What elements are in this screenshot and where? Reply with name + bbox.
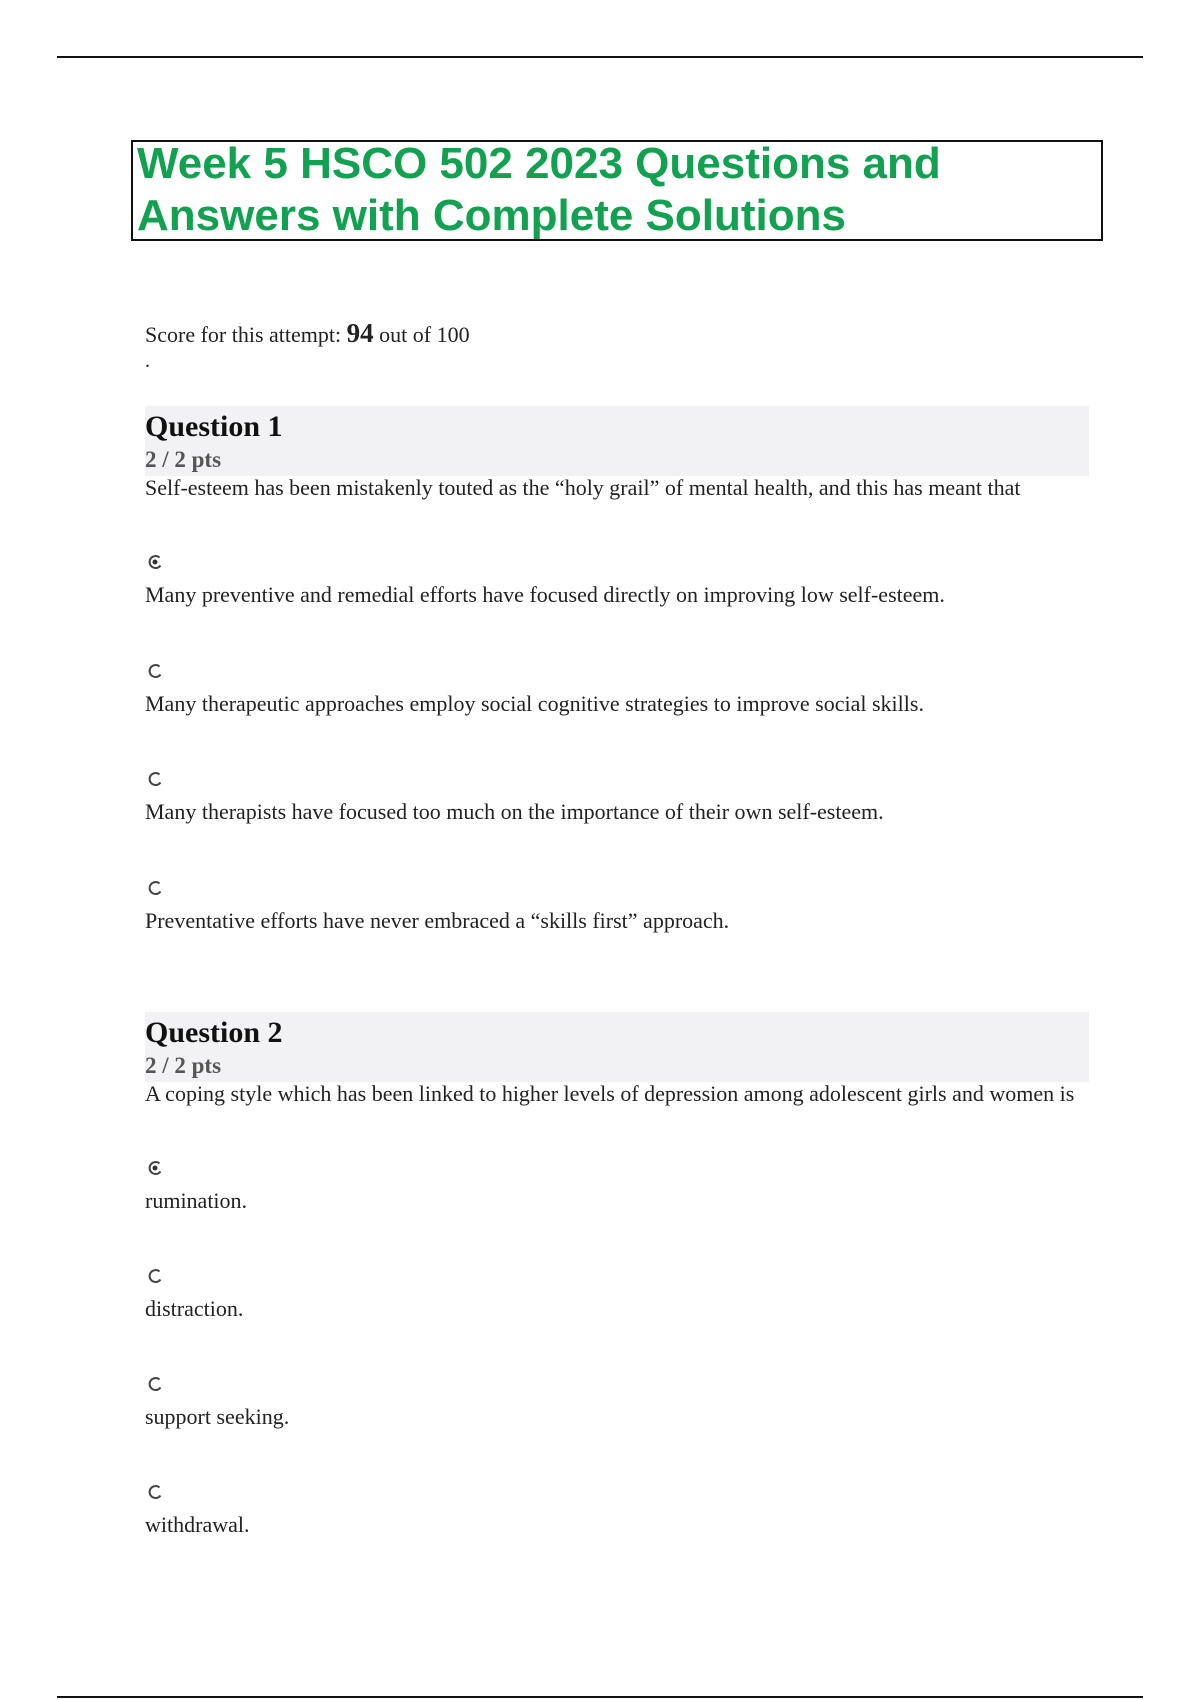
answer-text: Many preventive and remedial efforts have focused directly on improving low self-esteem. [145, 582, 945, 607]
radio-unselected-icon[interactable] [147, 880, 163, 896]
answer-text: Many therapeutic approaches employ social cognitive strategies to improve social skills. [145, 691, 924, 716]
question-header [145, 1012, 1089, 1082]
radio-selected-icon[interactable] [147, 554, 163, 570]
question-text: A coping style which has been linked to higher levels of depression among adolescent girls and women is [145, 1081, 1075, 1106]
radio-unselected-icon[interactable] [147, 663, 163, 679]
answer-text: Preventative efforts have never embraced a “skills first” approach. [145, 908, 730, 933]
radio-unselected-icon[interactable] [147, 1484, 163, 1500]
question-1 [145, 406, 1089, 933]
question-title: Question 1 [145, 410, 283, 443]
question-text: Self-esteem has been mistakenly touted as the “holy grail” of mental health, and this has meant that [145, 475, 1021, 500]
score-dot: . [145, 350, 150, 372]
question-title: Question 2 [145, 1016, 283, 1049]
radio-unselected-icon[interactable] [147, 1268, 163, 1284]
score-label: Score for this attempt: [145, 322, 342, 347]
score-line [145, 318, 470, 349]
bottom-rule [57, 1696, 1143, 1698]
document-title: Week 5 HSCO 502 2023 Questions and Answers with Complete Solutions [137, 139, 941, 240]
question-header [145, 406, 1089, 476]
answer-text: Many therapists have focused too much on the importance of their own self-esteem. [145, 799, 884, 824]
score-suffix: out of 100 [379, 322, 470, 347]
answer-text: rumination. [145, 1188, 248, 1213]
radio-unselected-icon[interactable] [147, 771, 163, 787]
question-points: 2 / 2 pts [145, 1053, 222, 1078]
title-box [131, 140, 1103, 241]
question-2 [145, 1012, 1089, 1537]
score-value: 94 [346, 318, 374, 348]
answer-text: withdrawal. [145, 1512, 250, 1537]
answer-text: distraction. [145, 1296, 244, 1321]
question-points: 2 / 2 pts [145, 447, 222, 472]
radio-unselected-icon[interactable] [147, 1376, 163, 1392]
answer-text: support seeking. [145, 1404, 290, 1429]
top-rule [57, 56, 1143, 58]
radio-selected-icon[interactable] [147, 1160, 163, 1176]
